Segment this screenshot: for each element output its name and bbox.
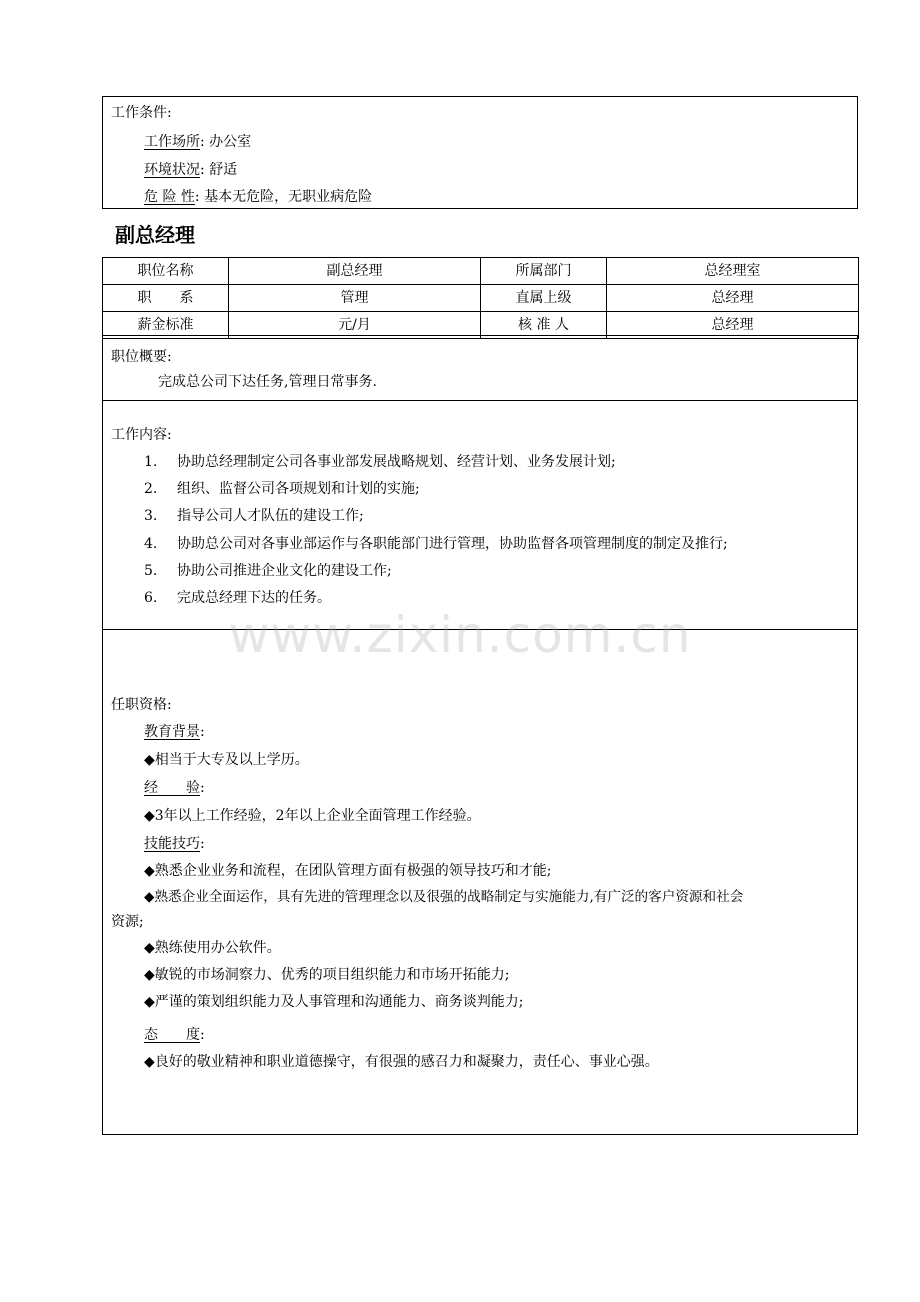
environment-label: 环境状况: [144, 162, 200, 178]
table-cell: 元/月: [229, 312, 481, 339]
education-label: 教育背景: [144, 724, 200, 740]
experience-label: 经 验: [144, 780, 200, 796]
environment-row: 环境状况: 舒适: [144, 162, 238, 178]
table-cell: 职位名称: [103, 258, 229, 285]
attitude-text: ◆良好的敬业精神和职业道德操守，有很强的感召力和凝聚力，责任心、事业心强。: [144, 1054, 659, 1070]
skills-label-row: 技能技巧:: [144, 836, 205, 852]
education-text: ◆相当于大专及以上学历。: [144, 752, 309, 768]
list-item-continuation: 资源;: [111, 914, 144, 930]
list-item: ◆熟练使用办公软件。: [144, 940, 281, 956]
list-item: ◆熟悉企业全面运作，具有先进的管理理念以及很强的战略制定与实施能力,有广泛的客户资源和社会: [144, 889, 744, 905]
watermark: www.zixin.com.cn: [228, 606, 692, 664]
table-row: [103, 285, 859, 312]
list-item: [144, 562, 392, 580]
skills-label: 技能技巧: [144, 836, 200, 852]
qualifications-title: 任职资格:: [111, 697, 172, 713]
list-item: [144, 589, 331, 607]
workplace-row: 工作场所: 办公室: [144, 134, 252, 150]
list-item: [144, 453, 616, 471]
list-item: ◆严谨的策划组织能力及人事管理和沟通能力、商务谈判能力;: [144, 994, 524, 1010]
table-cell: 总经理: [607, 312, 859, 339]
attitude-label-row: 态 度:: [144, 1027, 205, 1043]
list-item: [144, 535, 728, 553]
table-cell: 管理: [229, 285, 481, 312]
list-item-text: 协助总公司对各事业部运作与各职能部门进行管理，协助监督各项管理制度的制定及推行;: [177, 536, 728, 552]
table-row: [103, 258, 859, 285]
list-item-text: 协助公司推进企业文化的建设工作;: [177, 563, 392, 579]
attitude-label: 态 度: [144, 1027, 200, 1043]
list-item-number: 3.: [144, 508, 158, 524]
list-item-number: 5.: [144, 563, 158, 579]
work-conditions-title: 工作条件:: [111, 105, 172, 121]
section-title: 副总经理: [115, 223, 195, 247]
position-info-table: [102, 257, 859, 339]
summary-text: 完成总公司下达任务,管理日常事务.: [158, 374, 377, 390]
hazard-row: 危 险 性: 基本无危险，无职业病危险: [144, 189, 373, 205]
workplace-value: 办公室: [209, 134, 252, 150]
list-item-text: 完成总经理下达的任务。: [177, 590, 331, 606]
table-cell: 核 准 人: [481, 312, 607, 339]
table-cell: 职 系: [103, 285, 229, 312]
environment-value: 舒适: [209, 162, 238, 178]
table-cell: 副总经理: [229, 258, 481, 285]
hazard-value: 基本无危险，无职业病危险: [204, 189, 373, 205]
list-item: ◆敏锐的市场洞察力、优秀的项目组织能力和市场开拓能力;: [144, 967, 510, 983]
hazard-label: 危 险 性: [144, 189, 195, 205]
summary-title: 职位概要:: [111, 349, 172, 365]
list-item-number: 2.: [144, 481, 158, 497]
table-cell: 薪金标准: [103, 312, 229, 339]
divider: [102, 629, 858, 630]
list-item-number: 4.: [144, 536, 158, 552]
workplace-label: 工作场所: [144, 134, 200, 150]
list-item-text: 指导公司人才队伍的建设工作;: [177, 508, 364, 524]
table-cell: 总经理: [607, 285, 859, 312]
list-item-text: 组织、监督公司各项规划和计划的实施;: [177, 481, 420, 497]
list-item: ◆熟悉企业业务和流程，在团队管理方面有极强的领导技巧和才能;: [144, 863, 552, 879]
education-label-row: 教育背景:: [144, 724, 205, 740]
table-cell: 总经理室: [607, 258, 859, 285]
list-item: [144, 507, 364, 525]
table-cell: 直属上级: [481, 285, 607, 312]
table-cell: 所属部门: [481, 258, 607, 285]
list-item: [144, 480, 420, 498]
list-item-text: 协助总经理制定公司各事业部发展战略规划、经营计划、业务发展计划;: [177, 454, 616, 470]
divider: [102, 400, 858, 401]
experience-text: ◆3年以上工作经验，2年以上企业全面管理工作经验。: [144, 808, 481, 824]
experience-label-row: 经 验:: [144, 780, 205, 796]
list-item-number: 6.: [144, 590, 158, 606]
list-item-number: 1.: [144, 454, 158, 470]
duties-title: 工作内容:: [111, 427, 172, 443]
